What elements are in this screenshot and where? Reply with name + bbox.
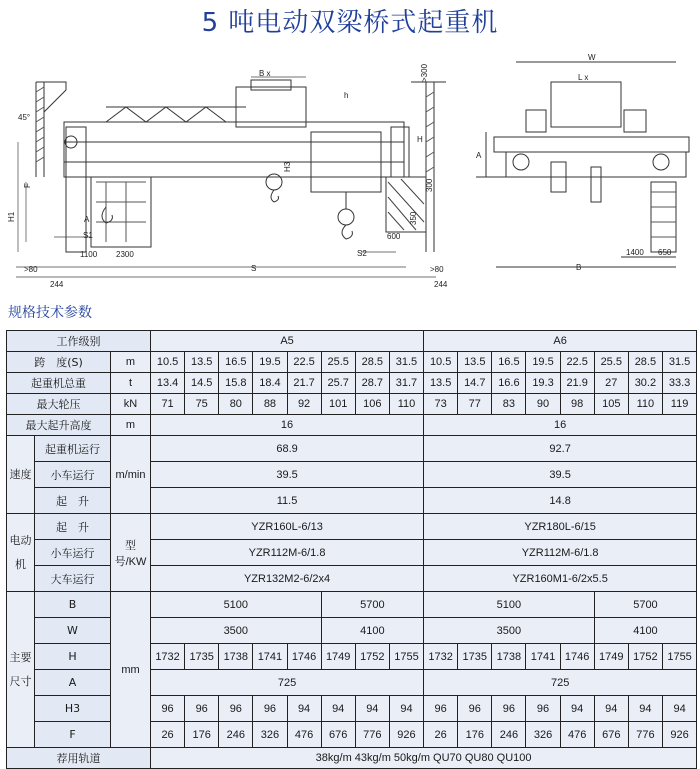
value-cell: 1746 — [560, 644, 594, 670]
value-cell: 1732 — [424, 644, 458, 670]
trolley — [102, 80, 381, 239]
value-cell: 31.7 — [389, 373, 423, 394]
label-B: B — [576, 263, 582, 272]
value-cell: 13.5 — [424, 373, 458, 394]
label-gt80-left: >80 — [24, 265, 38, 274]
value-cell: 1738 — [219, 644, 253, 670]
value-cell: 676 — [321, 722, 355, 748]
label-1400: 1400 — [626, 248, 644, 257]
row-motor-crane: 大车运行 YZR132M2-6/2x4 YZR160M1-6/2x5.5 — [7, 566, 697, 592]
label-W: W — [588, 53, 596, 62]
value-cell: 10.5 — [151, 352, 185, 373]
value-cell: 94 — [628, 696, 662, 722]
value-cell: 96 — [151, 696, 185, 722]
value-cell: 1741 — [253, 644, 287, 670]
value-cell: 101 — [321, 394, 355, 415]
value-cell: 1735 — [185, 644, 219, 670]
label-A-left: A — [84, 215, 90, 224]
row-dim-A: A 725 725 — [7, 670, 697, 696]
page-title: 5 吨电动双梁桥式起重机 — [201, 8, 499, 38]
value-cell: 106 — [355, 394, 389, 415]
value-cell: 105 — [594, 394, 628, 415]
value-cell: 176 — [185, 722, 219, 748]
value-cell: 18.4 — [253, 373, 287, 394]
value-cell: 21.7 — [287, 373, 321, 394]
value-cell: 326 — [253, 722, 287, 748]
value-cell: 94 — [389, 696, 423, 722]
label-244-left: 244 — [50, 280, 64, 289]
row-work-class: 工作级别 A5 A6 — [7, 331, 697, 352]
value-cell: 94 — [560, 696, 594, 722]
bridge-girder — [64, 107, 409, 252]
row-lift-height: 最大起升高度 m 16 16 — [7, 415, 697, 436]
value-cell: 19.5 — [253, 352, 287, 373]
value-cell: 1746 — [287, 644, 321, 670]
value-cell: 13.5 — [458, 352, 492, 373]
value-cell: 71 — [151, 394, 185, 415]
label-h-small: h — [344, 91, 349, 100]
value-cell: 77 — [458, 394, 492, 415]
label-2300: 2300 — [116, 250, 134, 259]
row-motor-hoist: 电动机 起 升 型号/KW YZR160L-6/13 YZR180L-6/15 — [7, 514, 697, 540]
label-S: S — [251, 264, 257, 273]
value-cell: 14.7 — [458, 373, 492, 394]
value-cell: 96 — [492, 696, 526, 722]
label-A-right: A — [476, 151, 482, 160]
value-cell: 776 — [628, 722, 662, 748]
label-1100: 1100 — [80, 250, 98, 259]
value-cell: 28.5 — [628, 352, 662, 373]
label-300: 300 — [425, 178, 434, 192]
row-dim-F: F 26 176 246 326 476 676 776 926 26 176 246 326 476 676 776 926 — [7, 722, 697, 748]
value-cell: 110 — [389, 394, 423, 415]
value-cell: 92 — [287, 394, 321, 415]
value-cell: 19.3 — [526, 373, 560, 394]
value-cell: 21.9 — [560, 373, 594, 394]
value-cell: 25.5 — [594, 352, 628, 373]
value-cell: 98 — [560, 394, 594, 415]
label-bx: B x — [259, 69, 271, 78]
value-cell: 926 — [662, 722, 696, 748]
row-dim-H: H 1732 1735 1738 1741 1746 1749 1752 1755 1732 1735 1738 1741 1746 1749 1752 1755 — [7, 644, 697, 670]
value-cell: 75 — [185, 394, 219, 415]
value-cell: 476 — [560, 722, 594, 748]
value-cell: 94 — [355, 696, 389, 722]
value-cell: 1735 — [458, 644, 492, 670]
label-600: 600 — [387, 232, 401, 241]
value-cell: 26 — [424, 722, 458, 748]
row-dim-W: W 3500 4100 3500 4100 — [7, 618, 697, 644]
value-cell: 16.5 — [219, 352, 253, 373]
value-cell: 110 — [628, 394, 662, 415]
value-cell: 31.5 — [662, 352, 696, 373]
value-cell: 90 — [526, 394, 560, 415]
value-cell: 73 — [424, 394, 458, 415]
right-wall — [386, 82, 446, 252]
group-dims: 主要尺寸 — [7, 592, 35, 748]
value-cell: 15.8 — [219, 373, 253, 394]
label-350: 350 — [409, 211, 418, 225]
label-gt300: >300 — [420, 63, 429, 82]
value-cell: 28.5 — [355, 352, 389, 373]
value-cell: 246 — [219, 722, 253, 748]
label-45deg: 45° — [18, 113, 31, 122]
label-244-right: 244 — [434, 280, 448, 289]
row-motor-trolley: 小车运行 YZR112M-6/1.8 YZR112M-6/1.8 — [7, 540, 697, 566]
label-H1: H1 — [7, 211, 16, 222]
value-cell: 22.5 — [560, 352, 594, 373]
value-cell: 476 — [287, 722, 321, 748]
label-gt80-right: >80 — [430, 265, 444, 274]
value-cell: 30.2 — [628, 373, 662, 394]
value-cell: 1749 — [321, 644, 355, 670]
value-cell: 13.5 — [185, 352, 219, 373]
value-cell: 94 — [594, 696, 628, 722]
crane-drawing — [6, 42, 696, 294]
value-cell: 88 — [253, 394, 287, 415]
value-cell: 1752 — [355, 644, 389, 670]
value-cell: 96 — [458, 696, 492, 722]
value-cell: 776 — [355, 722, 389, 748]
end-truck — [65, 136, 151, 247]
value-cell: 83 — [492, 394, 526, 415]
value-cell: 246 — [492, 722, 526, 748]
value-cell: 1755 — [389, 644, 423, 670]
value-cell: 22.5 — [287, 352, 321, 373]
value-cell: 119 — [662, 394, 696, 415]
value-cell: 326 — [526, 722, 560, 748]
value-cell: 94 — [287, 696, 321, 722]
value-cell: 94 — [662, 696, 696, 722]
value-cell: 96 — [219, 696, 253, 722]
value-cell: 10.5 — [424, 352, 458, 373]
value-cell: 16.5 — [492, 352, 526, 373]
value-cell: 25.7 — [321, 373, 355, 394]
value-cell: 19.5 — [526, 352, 560, 373]
value-cell: 94 — [321, 696, 355, 722]
value-cell: 31.5 — [389, 352, 423, 373]
row-wheel-load: 最大轮压 kN 71 75 80 88 92 101 106 110 73 77 83 90 98 105 110 119 — [7, 394, 697, 415]
value-cell: 14.5 — [185, 373, 219, 394]
side-view — [476, 62, 689, 267]
value-cell: 676 — [594, 722, 628, 748]
label-S2: S2 — [357, 249, 367, 258]
value-cell: 1732 — [151, 644, 185, 670]
value-cell: 1749 — [594, 644, 628, 670]
spec-table — [6, 330, 697, 769]
label-S1: S1 — [83, 231, 93, 240]
value-cell: 1738 — [492, 644, 526, 670]
row-speed-trolley: 小车运行 39.5 39.5 — [7, 462, 697, 488]
value-cell: 96 — [526, 696, 560, 722]
value-cell: 80 — [219, 394, 253, 415]
row-speed-hoist: 起 升 11.5 14.8 — [7, 488, 697, 514]
row-rail: 荐用轨道 38kg/m 43kg/m 50kg/m QU70 QU80 QU100 — [7, 748, 697, 769]
value-cell: 1741 — [526, 644, 560, 670]
value-cell: 96 — [185, 696, 219, 722]
section-subtitle: 规格技术参数 — [8, 305, 92, 321]
row-speed-crane: 速度 起重机运行 m/min 68.9 92.7 — [7, 436, 697, 462]
row-dim-B: 主要尺寸 B mm 5100 5700 5100 5700 — [7, 592, 697, 618]
value-cell: 27 — [594, 373, 628, 394]
label-F: F — [23, 183, 32, 188]
value-cell: 1755 — [662, 644, 696, 670]
value-cell: 28.7 — [355, 373, 389, 394]
row-weight: 起重机总重 t 13.4 14.5 15.8 18.4 21.7 25.7 28.7 31.7 13.5 14.7 16.6 19.3 21.9 27 30.2 33.3 — [7, 373, 697, 394]
label-650: 650 — [658, 248, 672, 257]
label-Lx: L x — [578, 73, 589, 82]
value-cell: 13.4 — [151, 373, 185, 394]
label-H3: H3 — [283, 161, 292, 172]
group-motor: 电动机 — [7, 514, 35, 592]
value-cell: 16.6 — [492, 373, 526, 394]
value-cell: 176 — [458, 722, 492, 748]
row-dim-H3: H3 96 96 96 96 94 94 94 94 96 96 96 96 94 94 94 94 — [7, 696, 697, 722]
label-H: H — [417, 135, 423, 144]
value-cell: 96 — [424, 696, 458, 722]
value-cell: 96 — [253, 696, 287, 722]
value-cell: 926 — [389, 722, 423, 748]
value-cell: 33.3 — [662, 373, 696, 394]
value-cell: 25.5 — [321, 352, 355, 373]
value-cell: 26 — [151, 722, 185, 748]
left-wall — [36, 82, 66, 177]
value-cell: 1752 — [628, 644, 662, 670]
group-speed: 速度 — [7, 436, 35, 514]
row-span: 跨 度(S) m 10.5 13.5 16.5 19.5 22.5 25.5 28.5 31.5 10.5 13.5 16.5 19.5 22.5 25.5 28.5 31.5 — [7, 352, 697, 373]
